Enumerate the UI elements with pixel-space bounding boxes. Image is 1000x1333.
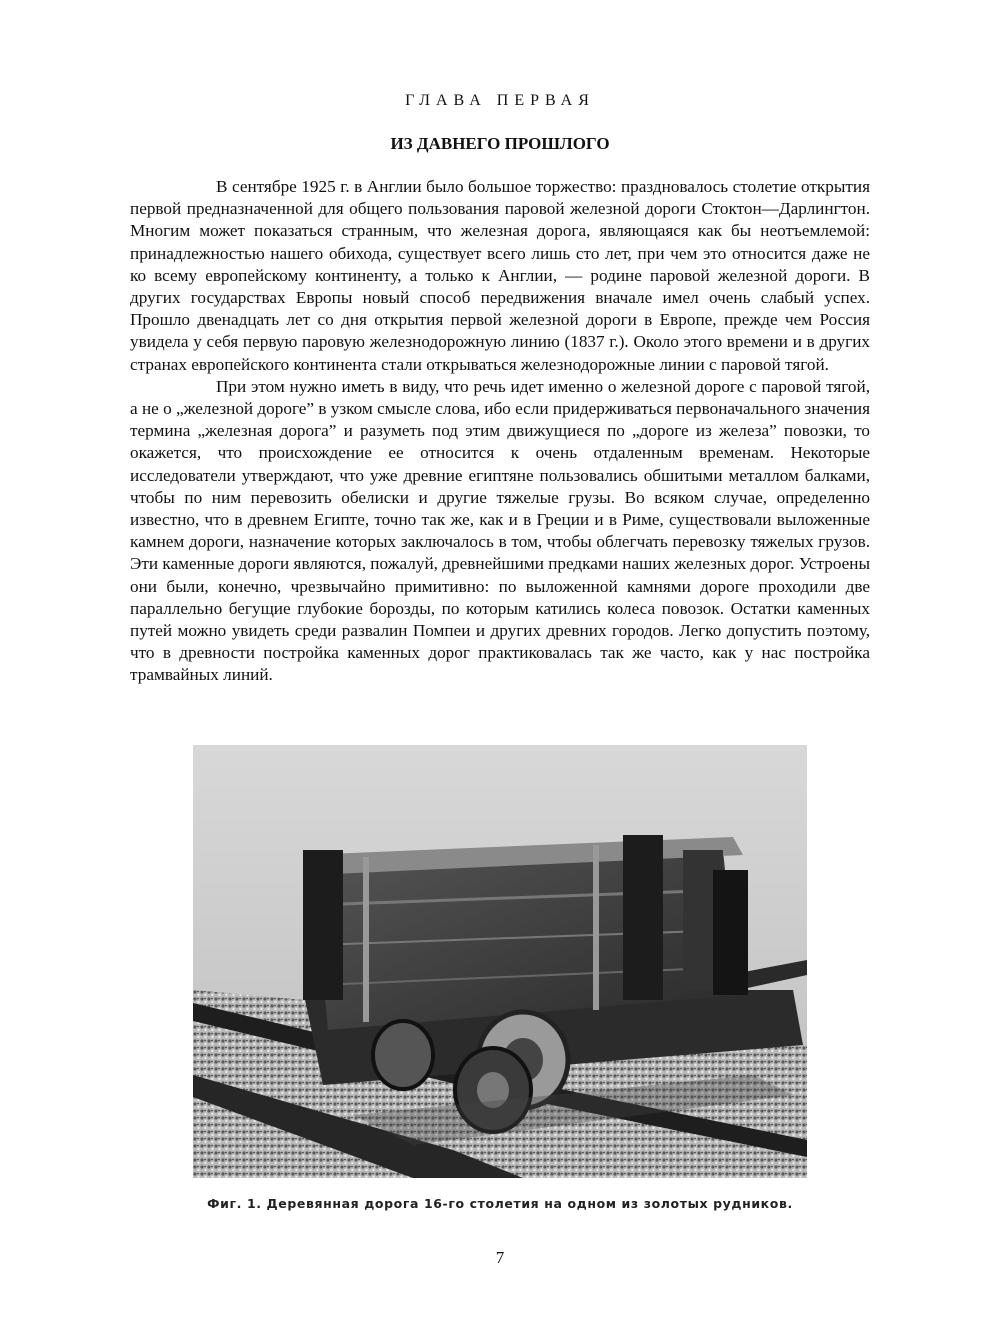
- paragraph-2: При этом нужно иметь в виду, что речь идет именно о железной дороге с паровой тягой, а не о „железной дороге” в узком смысле слова, ибо если придерживаться первоначального значения термина „железная дорога” и разуметь под этим движущиеся по „дороге из железа” повозки, то окажется, что происхождение ее относится к очень отдаленным временам. Некоторые исследователи утверждают, что уже древние египтяне пользовались обшитыми металлом балками, чтобы по ним перевозить обелиски и другие тяжелые грузы. Во всяком случае, определенно известно, что в древнем Египте, точно так же, как и в Греции и в Риме, существовали выложенные камнем дороги, назначение которых заключалось в том, чтобы облегчать перевозку тяжелых грузов. Эти каменные дороги являются, пожалуй, древнейшими предками наших железных дорог. Устроены они были, конечно, чрезвычайно примитивно: по выложенной камнями дороге проходили две параллельно бегущие глубокие борозды, по которым катились колеса повозок. Остатки каменных путей можно увидеть среди развалин Помпеи и других древних городов. Легко допустить поэтому, что в древности постройка каменных дорог практиковалась так же часто, как у нас постройка трамвайных линий.: [130, 376, 870, 685]
- chapter-title: ИЗ ДАВНЕГО ПРОШЛОГО: [390, 134, 610, 153]
- mine-cart-photo: [193, 745, 807, 1178]
- paragraph-1: В сентябре 1925 г. в Англии было большое торжество: праздновалось столетие открытия первой предназначенной для общего пользования паровой железной дороги Стоктон—Дарлингтон. Многим может показаться странным, что железная дорога, являющаяся как бы неотъемлемой: принадлежностью нашего обихода, существует всего лишь сто лет, при чем это относится даже не ко всему европейскому континенту, а только к Англии, — родине паровой железной дороги. В других государствах Европы новый способ передвижения вначале имел очень слабый успех. Прошло двенадцать лет со дня открытия первой железной дороги в Европе, прежде чем Россия увидела у себя первую паровую железнодорожную линию (1837 г.). Около этого времени и в других странах европейского континента стали открываться железнодорожные линии с паровой тягой.: [130, 177, 870, 374]
- chapter-label: ГЛАВА ПЕРВАЯ: [405, 92, 595, 109]
- figure-caption: Фиг. 1. Деревянная дорога 16-го столетия на одном из золотых рудников.: [207, 1196, 793, 1211]
- page-number: 7: [495, 1248, 505, 1267]
- body-text: [130, 176, 870, 687]
